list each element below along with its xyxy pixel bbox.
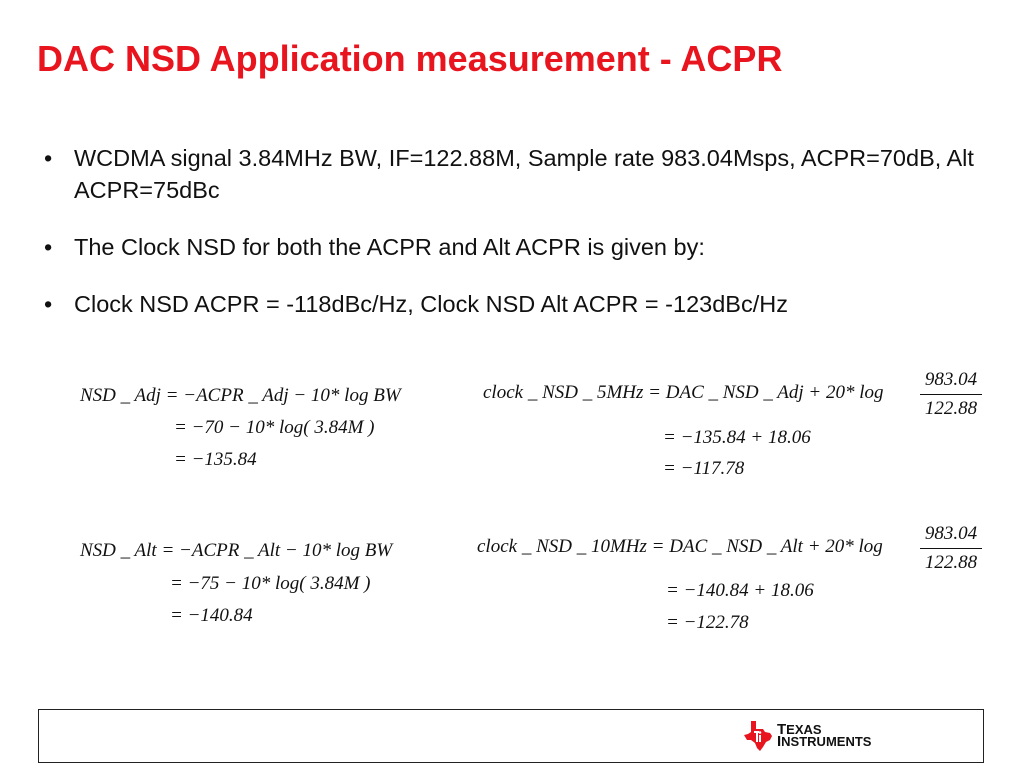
bullet-list bbox=[44, 142, 984, 345]
equation-clk10-fraction bbox=[920, 523, 982, 574]
logo-wordmark: TEXAS INSTRUMENTS bbox=[777, 721, 872, 750]
equation-clk5-line3: = −117.78 bbox=[663, 458, 745, 479]
bullet-text: WCDMA signal 3.84MHz BW, IF=122.88M, Sample rate 983.04Msps, ACPR=70dB, Alt ACPR=75dBc bbox=[74, 145, 974, 203]
equation-clk5-line2: = −135.84 + 18.06 bbox=[663, 427, 811, 448]
bullet-item-clock-nsd bbox=[44, 231, 984, 263]
equation-alt-line2: = −75 − 10* log( 3.84M ) bbox=[170, 573, 371, 594]
equation-adj-line3: = −135.84 bbox=[174, 449, 257, 470]
bullet-item-signal bbox=[44, 142, 984, 206]
equation-alt-line1: NSD _ Alt = −ACPR _ Alt − 10* log BW bbox=[80, 540, 393, 561]
fraction-denominator: 122.88 bbox=[924, 398, 978, 419]
equation-clk5-fraction bbox=[920, 369, 982, 420]
texas-state-icon bbox=[743, 720, 773, 752]
fraction-denominator: 122.88 bbox=[924, 552, 978, 573]
fraction-numerator: 983.04 bbox=[920, 523, 982, 549]
bullet-dot: • bbox=[44, 234, 53, 260]
equation-clk10-line3: = −122.78 bbox=[666, 612, 749, 633]
slide-title: DAC NSD Application measurement - ACPR bbox=[37, 38, 783, 79]
bullet-text: Clock NSD ACPR = -118dBc/Hz, Clock NSD Alt ACPR = -123dBc/Hz bbox=[74, 291, 788, 317]
equation-alt-line3: = −140.84 bbox=[170, 605, 253, 626]
equation-clk10-line2: = −140.84 + 18.06 bbox=[666, 580, 814, 601]
bullet-item-result bbox=[44, 288, 984, 320]
equation-clk10-line1: clock _ NSD _ 10MHz = DAC _ NSD _ Alt + 20* log bbox=[477, 536, 883, 557]
fraction-numerator: 983.04 bbox=[920, 369, 982, 395]
bullet-text: The Clock NSD for both the ACPR and Alt ACPR is given by: bbox=[74, 234, 705, 260]
equation-clk5-line1: clock _ NSD _ 5MHz = DAC _ NSD _ Adj + 20* log bbox=[483, 382, 884, 403]
texas-instruments-logo bbox=[743, 718, 871, 754]
equation-adj-line2: = −70 − 10* log( 3.84M ) bbox=[174, 417, 375, 438]
bullet-dot: • bbox=[44, 291, 53, 317]
bullet-dot: • bbox=[44, 145, 53, 171]
equation-adj-line1: NSD _ Adj = −ACPR _ Adj − 10* log BW bbox=[80, 385, 401, 406]
